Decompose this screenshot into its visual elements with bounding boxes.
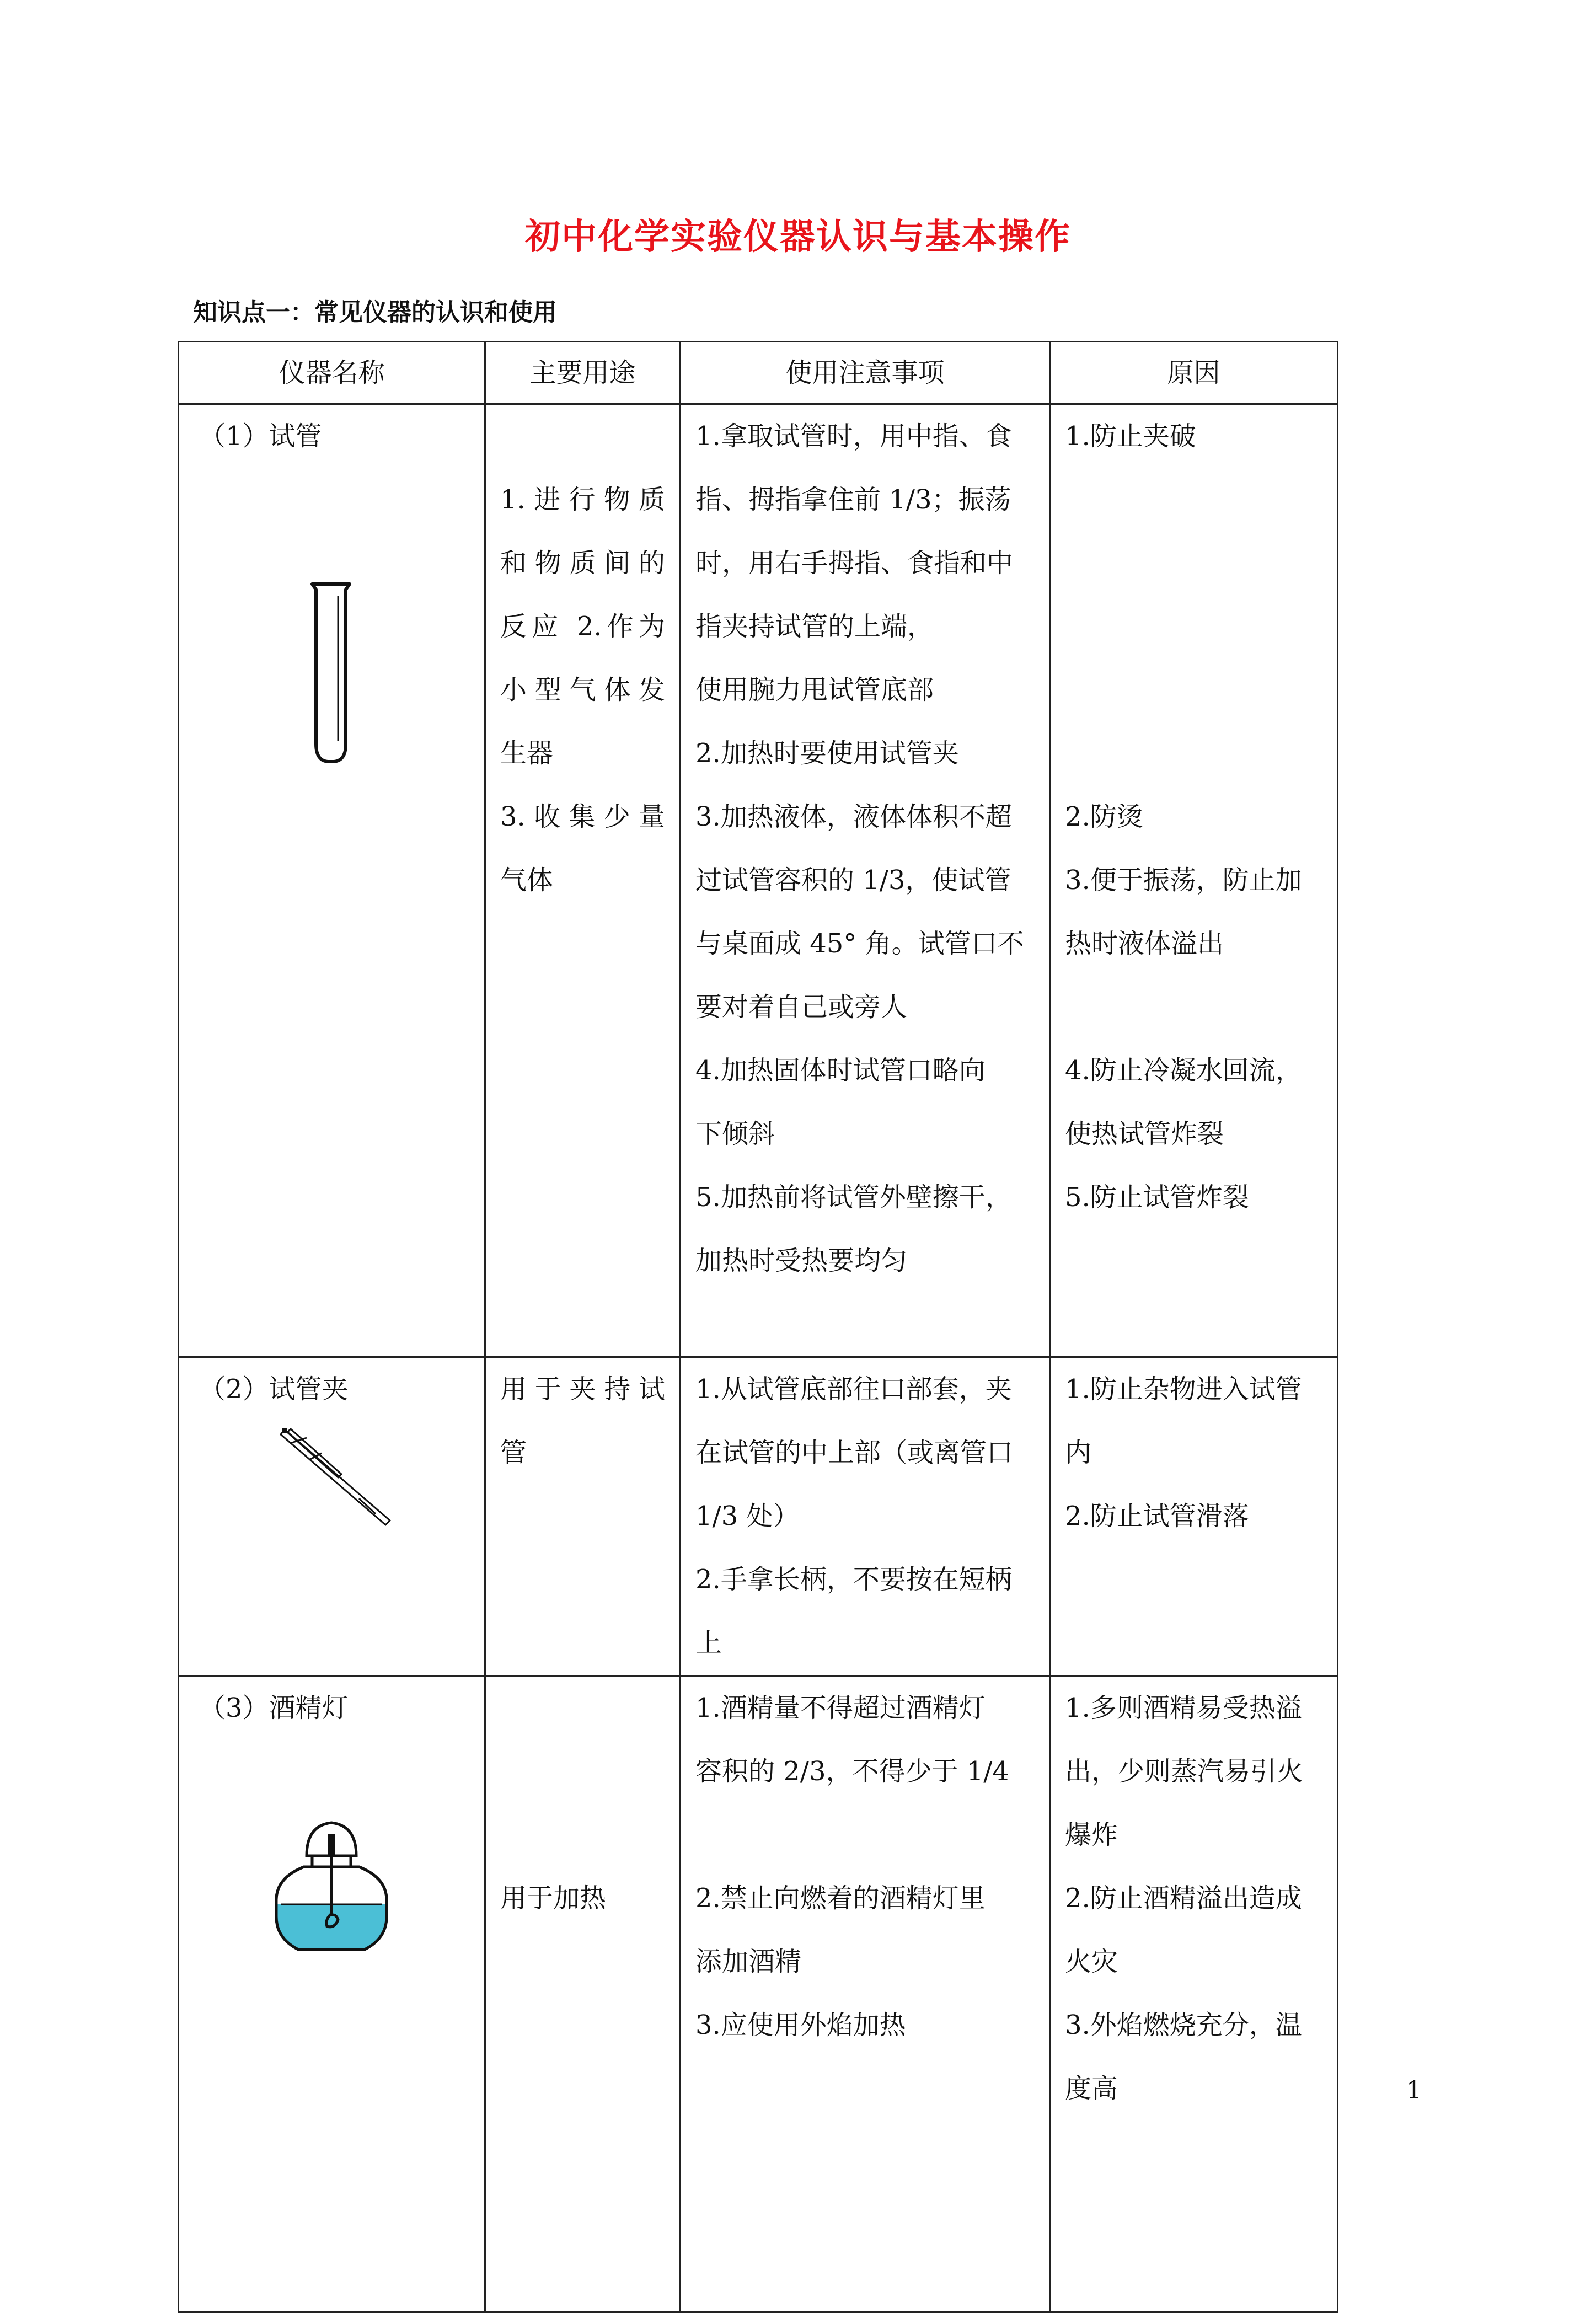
notes-line: 时，用右手拇指、食指和中 (695, 548, 1014, 579)
notes-line: 1.拿取试管时，用中指、食 (695, 421, 1012, 452)
notes-line: 在试管的中上部（或离管口 (695, 1437, 1014, 1468)
notes-line: 1/3 处） (695, 1501, 800, 1532)
notes-line: 容积的 2/3，不得少于 1/4 (695, 1756, 1010, 1787)
reason-spacer (1065, 532, 1322, 595)
reason-line: 2.防止试管滑落 (1065, 1501, 1249, 1532)
reason-spacer (1065, 658, 1322, 722)
header-notes: 使用注意事项 (681, 342, 1050, 404)
reason-line: 使热试管炸裂 (1065, 1118, 1224, 1149)
notes-line: 下倾斜 (695, 1118, 775, 1149)
alcohol-lamp-icon (194, 1773, 469, 1961)
use-line: 用于夹持试 (500, 1374, 665, 1405)
test-tube-icon (194, 518, 469, 805)
reason-line: 火灾 (1065, 1946, 1118, 1977)
reason-line: 1.防止夹破 (1065, 421, 1196, 452)
reason-line: 热时液体溢出 (1065, 928, 1224, 959)
reason-spacer (1065, 976, 1322, 1039)
instrument-table (178, 341, 1338, 2313)
notes-cell (681, 404, 1050, 1357)
table-row (179, 1357, 1338, 1676)
instrument-name-cell (179, 1676, 485, 2312)
header-reason: 原因 (1050, 342, 1338, 404)
notes-line: 指、拇指拿住前 1/3；振荡 (695, 484, 1011, 515)
notes-line: 过试管容积的 1/3，使试管 (695, 865, 1011, 896)
instrument-name-cell (179, 404, 485, 1357)
notes-line: 3.加热液体，液体体积不超 (695, 801, 1012, 832)
notes-cell (681, 1357, 1050, 1676)
reason-line: 3.便于振荡，防止加 (1065, 865, 1302, 896)
table-row (179, 1676, 1338, 2312)
reason-spacer (1065, 595, 1322, 658)
reason-line: 2.防烫 (1065, 801, 1143, 832)
notes-cell (681, 1676, 1050, 2312)
reason-cell (1050, 1676, 1338, 2312)
use-line: 管 (500, 1437, 527, 1468)
notes-line: 加热时受热要均匀 (695, 1245, 908, 1276)
notes-line: 添加酒精 (695, 1946, 802, 1977)
use-line: 1.进行物质 (500, 484, 665, 515)
table-row (179, 404, 1338, 1357)
notes-line: 上 (695, 1627, 722, 1658)
notes-line: 2.禁止向燃着的酒精灯里 (695, 1883, 986, 1914)
reason-line: 5.防止试管炸裂 (1065, 1182, 1249, 1213)
notes-line: 1.从试管底部往口部套，夹 (695, 1374, 1012, 1405)
use-cell (485, 404, 681, 1357)
instrument-name-cell (179, 1357, 485, 1676)
use-line: 3.收集少量 (500, 801, 665, 832)
use-line: 气体 (500, 865, 554, 896)
page-title: 初中化学实验仪器认识与基本操作 (525, 216, 1071, 258)
notes-line: 要对着自己或旁人 (695, 992, 908, 1022)
notes-line: 与桌面成 45° 角。试管口不 (695, 928, 1024, 959)
reason-cell (1050, 1357, 1338, 1676)
reason-line: 1.多则酒精易受热溢 (1065, 1693, 1302, 1723)
notes-line: 5.加热前将试管外壁擦干， (695, 1182, 1012, 1213)
reason-line: 内 (1065, 1437, 1092, 1468)
use-line: 反应 2.作为 (500, 611, 665, 642)
use-line: 小型气体发 (500, 674, 665, 705)
use-line: 用于加热 (500, 1883, 607, 1914)
notes-line: 1.酒精量不得超过酒精灯 (695, 1693, 986, 1723)
header-name: 仪器名称 (179, 342, 485, 404)
notes-line: 使用腕力甩试管底部 (695, 674, 934, 705)
table-header-row (179, 342, 1338, 404)
notes-line: 4.加热固体时试管口略向 (695, 1055, 986, 1086)
test-tube-holder-icon (194, 1421, 469, 1532)
reason-line: 4.防止冷凝水回流， (1065, 1055, 1302, 1086)
use-cell (485, 1676, 681, 2312)
section-heading: 知识点一：常见仪器的认识和使用 (193, 298, 557, 326)
reason-spacer (1065, 722, 1322, 785)
notes-line: 2.加热时要使用试管夹 (695, 738, 959, 769)
notes-line: 3.应使用外焰加热 (695, 2010, 906, 2041)
reason-cell (1050, 404, 1338, 1357)
header-use: 主要用途 (485, 342, 681, 404)
reason-line: 爆炸 (1065, 1819, 1118, 1850)
instrument-name: （2）试管夹 (199, 1374, 349, 1405)
reason-line: 3.外焰燃烧充分，温 (1065, 2010, 1302, 2041)
reason-line: 出，少则蒸汽易引火 (1065, 1756, 1304, 1787)
use-line: 和物质间的 (500, 548, 665, 579)
instrument-name: （3）酒精灯 (199, 1693, 349, 1723)
notes-line: 指夹持试管的上端， (695, 611, 934, 642)
reason-line: 2.防止酒精溢出造成 (1065, 1883, 1302, 1914)
reason-line: 度高 (1065, 2073, 1118, 2104)
notes-line: 2.手拿长柄，不要按在短柄 (695, 1564, 1012, 1595)
use-line: 生器 (500, 738, 554, 769)
reason-spacer (1065, 468, 1322, 532)
notes-spacer (695, 1803, 1035, 1867)
instrument-name: （1）试管 (199, 421, 322, 452)
use-cell (485, 1357, 681, 1676)
reason-line: 1.防止杂物进入试管 (1065, 1374, 1302, 1405)
page-number: 1 (1406, 2076, 1422, 2105)
